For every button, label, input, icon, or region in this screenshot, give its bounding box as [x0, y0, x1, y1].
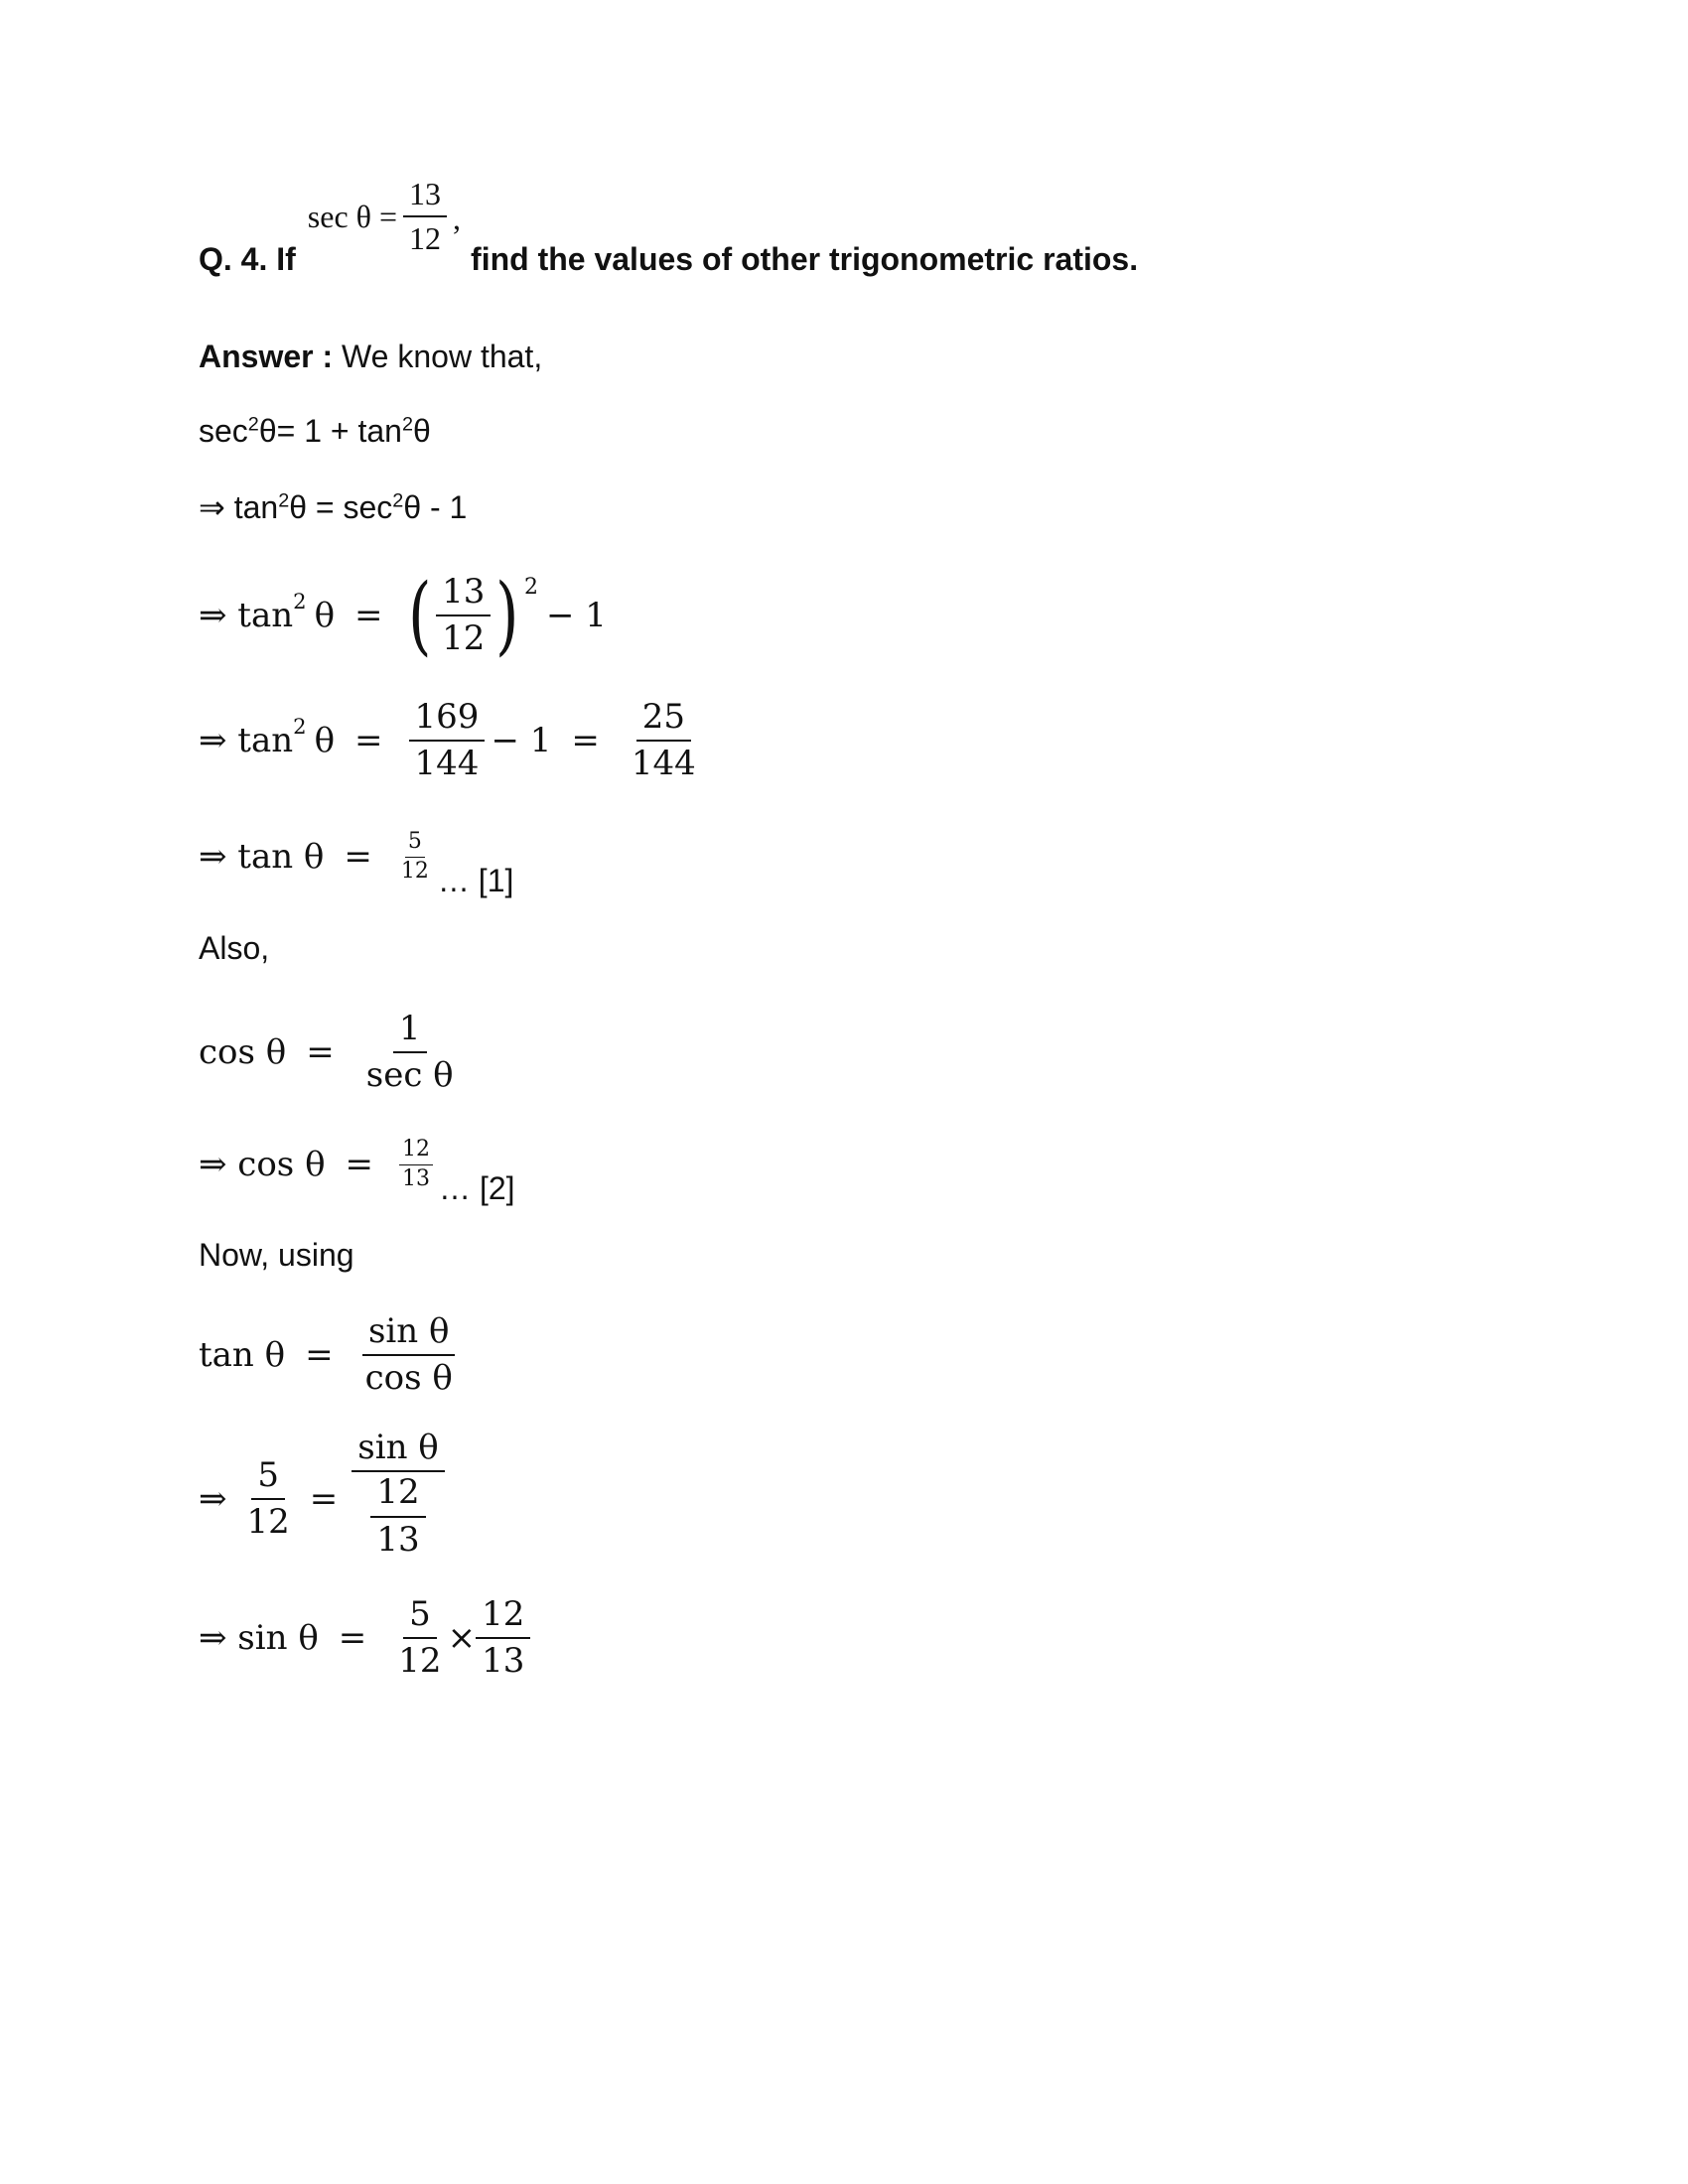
step10-lhs: ⇒ sin θ	[199, 1618, 319, 1658]
step9-inner-numerator: 12	[370, 1474, 425, 1517]
step3-theta: θ	[314, 596, 336, 635]
step4-minus: − 1	[491, 721, 552, 760]
step6-lhs: cos θ	[199, 1032, 287, 1072]
step6-numerator: 1	[393, 1011, 427, 1053]
step6-equals: =	[306, 1032, 335, 1072]
now-using-line: Now, using	[199, 1237, 354, 1273]
identity-line-1	[199, 412, 431, 450]
step7-lhs: ⇒ cos θ	[199, 1145, 326, 1184]
step10-numerator-1: 5	[403, 1596, 437, 1639]
question-given-comma: ,	[453, 200, 462, 236]
question-prefix: Q. 4. If	[199, 241, 296, 278]
step7-denominator: 13	[402, 1165, 431, 1191]
question-line	[199, 176, 1139, 278]
step4-theta: θ	[314, 721, 336, 760]
step4-equals-2: =	[571, 721, 600, 760]
step3-fraction	[436, 571, 491, 658]
step4-equals: =	[354, 721, 383, 760]
step8-denominator: cos θ	[364, 1358, 453, 1398]
step9-outer-denominator	[364, 1472, 431, 1559]
step5-numerator: 5	[405, 830, 425, 857]
equation-step-6	[199, 1003, 466, 1102]
identity-line-2	[199, 488, 467, 526]
step3-lhs: ⇒ tan	[199, 596, 294, 635]
step5-equals: =	[344, 837, 372, 877]
also-line: Also,	[199, 930, 270, 966]
step8-fraction	[353, 1310, 465, 1398]
step10-denominator-2: 13	[482, 1641, 525, 1681]
step4-fraction-1	[403, 696, 492, 783]
step5-reference: … [1]	[437, 863, 514, 898]
question-suffix: find the values of other trigonometric ratios.	[471, 241, 1139, 278]
left-paren: (	[407, 566, 432, 665]
step4-sq: 2	[293, 713, 307, 739]
identity1-middle: θ= 1 + tan	[258, 413, 402, 449]
step4-numerator-1: 169	[409, 699, 486, 742]
equation-step-10	[199, 1588, 536, 1688]
step3-paren-group	[403, 566, 538, 665]
identity2-middle: θ = sec	[289, 489, 393, 525]
answer-intro: We know that,	[342, 339, 543, 374]
step4-denominator-1: 144	[414, 744, 480, 783]
identity2-exp1: 2	[278, 489, 290, 512]
equation-step-4	[199, 691, 708, 790]
step9-fraction-left	[235, 1454, 302, 1542]
step4-numerator-2: 25	[636, 699, 691, 742]
question-given-denominator: 12	[409, 220, 442, 257]
question-given	[308, 177, 461, 256]
step9-equals: =	[309, 1479, 339, 1519]
answer-line	[199, 338, 542, 375]
step10-numerator-2: 12	[476, 1596, 530, 1639]
step3-equals: =	[354, 596, 383, 635]
step10-denominator-1: 12	[398, 1641, 442, 1681]
step6-denominator: sec θ	[365, 1055, 454, 1095]
identity1-exp1: 2	[247, 413, 259, 436]
right-paren: )	[495, 566, 519, 665]
step3-exponent: 2	[523, 574, 538, 600]
identity1-theta: θ	[412, 413, 431, 449]
step5-lhs: ⇒ tan θ	[199, 837, 325, 877]
question-given-lhs: sec θ =	[307, 198, 398, 234]
step4-fraction-2	[620, 696, 708, 783]
step6-fraction	[354, 1008, 466, 1095]
step9-inner-fraction	[370, 1474, 425, 1559]
step5-denominator: 12	[400, 858, 429, 884]
step8-equals: =	[305, 1335, 334, 1375]
step7-numerator: 12	[399, 1138, 433, 1164]
equation-step-7	[199, 1120, 515, 1209]
equation-step-5	[199, 812, 513, 901]
identity2-tail: θ - 1	[403, 489, 468, 525]
step8-numerator: sin θ	[362, 1313, 456, 1356]
equation-step-3	[199, 566, 607, 665]
step3-denominator: 12	[442, 618, 486, 658]
identity2-tan: ⇒ tan	[199, 489, 279, 525]
question-given-numerator: 13	[403, 177, 447, 217]
identity1-exp2: 2	[401, 413, 413, 436]
step5-fraction	[392, 830, 438, 883]
step9-compound-fraction	[346, 1430, 451, 1559]
identity2-exp2: 2	[392, 489, 404, 512]
step4-lhs: ⇒ tan	[199, 721, 294, 760]
step9-inner-denominator: 13	[376, 1519, 420, 1560]
identity1-sec: sec	[199, 413, 248, 449]
step10-times: ×	[447, 1618, 477, 1658]
step7-fraction	[393, 1138, 439, 1190]
step9-arrow: ⇒	[199, 1479, 227, 1519]
equation-step-9	[199, 1430, 451, 1569]
step3-numerator: 13	[436, 574, 491, 616]
step7-equals: =	[345, 1145, 374, 1184]
step8-lhs: tan θ	[199, 1335, 286, 1375]
step7-reference: … [2]	[439, 1170, 515, 1206]
step10-fraction-2	[476, 1593, 536, 1681]
answer-label: Answer :	[199, 339, 334, 374]
step3-tail: − 1	[545, 596, 607, 635]
step9-numerator: 5	[251, 1457, 285, 1500]
step9-denominator: 12	[246, 1502, 290, 1542]
question-given-fraction	[397, 177, 453, 256]
step4-denominator-2: 144	[631, 744, 696, 783]
step10-fraction-1	[386, 1593, 447, 1681]
step9-outer-numerator: sin θ	[352, 1430, 445, 1472]
step3-sq: 2	[293, 588, 307, 614]
step10-equals: =	[338, 1618, 367, 1658]
equation-step-8	[199, 1305, 465, 1405]
